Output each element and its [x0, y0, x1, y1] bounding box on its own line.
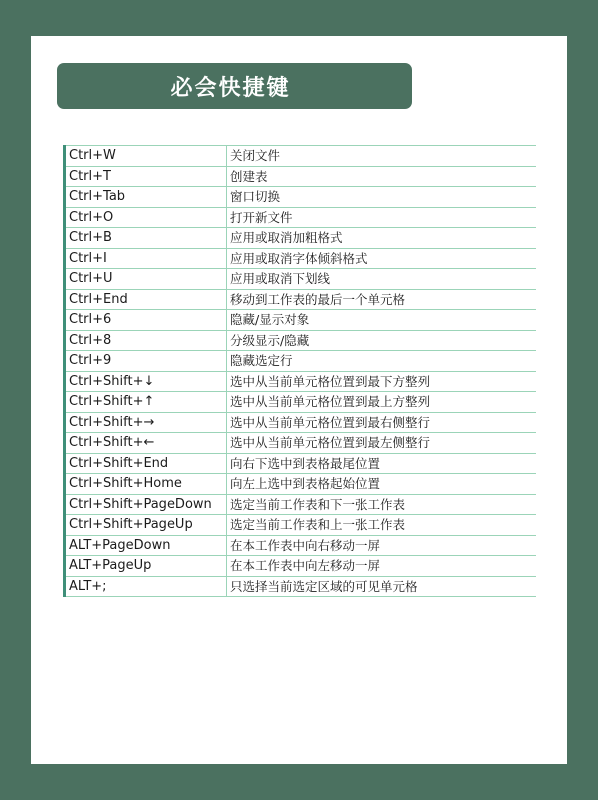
table-row — [65, 269, 537, 290]
shortcut-key-cell: Ctrl+T — [65, 166, 227, 187]
shortcut-description-cell: 选中从当前单元格位置到最上方整列 — [227, 392, 537, 413]
shortcut-description-cell: 在本工作表中向左移动一屏 — [227, 556, 537, 577]
shortcut-table-body — [65, 146, 537, 597]
table-row — [65, 351, 537, 372]
shortcut-key-cell: Ctrl+Shift+↑ — [65, 392, 227, 413]
shortcut-description-cell: 分级显示/隐藏 — [227, 330, 537, 351]
shortcut-description-cell: 选定当前工作表和下一张工作表 — [227, 494, 537, 515]
shortcut-key-cell: ALT+PageDown — [65, 535, 227, 556]
table-row — [65, 146, 537, 167]
shortcut-key-cell: Ctrl+Shift+Home — [65, 474, 227, 495]
shortcut-description-cell: 选中从当前单元格位置到最左侧整行 — [227, 433, 537, 454]
shortcut-description-cell: 隐藏/显示对象 — [227, 310, 537, 331]
shortcut-key-cell: Ctrl+O — [65, 207, 227, 228]
table-row — [65, 453, 537, 474]
shortcut-description-cell: 选中从当前单元格位置到最下方整列 — [227, 371, 537, 392]
shortcut-key-cell: Ctrl+Shift+End — [65, 453, 227, 474]
shortcut-description-cell: 只选择当前选定区域的可见单元格 — [227, 576, 537, 597]
table-row — [65, 392, 537, 413]
table-row — [65, 166, 537, 187]
shortcut-key-cell: Ctrl+9 — [65, 351, 227, 372]
table-row — [65, 248, 537, 269]
table-row — [65, 187, 537, 208]
table-row — [65, 433, 537, 454]
shortcut-description-cell: 应用或取消字体倾斜格式 — [227, 248, 537, 269]
table-row — [65, 474, 537, 495]
table-row — [65, 330, 537, 351]
table-row — [65, 576, 537, 597]
table-row — [65, 556, 537, 577]
title-banner — [57, 63, 412, 109]
table-row — [65, 412, 537, 433]
shortcut-description-cell: 向左上选中到表格起始位置 — [227, 474, 537, 495]
shortcut-key-cell: Ctrl+B — [65, 228, 227, 249]
shortcut-key-cell: Ctrl+Shift+PageDown — [65, 494, 227, 515]
table-row — [65, 289, 537, 310]
page-title: 必会快捷键 — [170, 75, 291, 101]
shortcut-description-cell: 向右下选中到表格最尾位置 — [227, 453, 537, 474]
table-row — [65, 494, 537, 515]
shortcut-key-cell: ALT+PageUp — [65, 556, 227, 577]
shortcut-description-cell: 应用或取消加粗格式 — [227, 228, 537, 249]
table-row — [65, 228, 537, 249]
shortcut-description-cell: 窗口切换 — [227, 187, 537, 208]
shortcut-key-cell: Ctrl+I — [65, 248, 227, 269]
shortcut-key-cell: Ctrl+8 — [65, 330, 227, 351]
shortcut-description-cell: 在本工作表中向右移动一屏 — [227, 535, 537, 556]
shortcut-description-cell: 关闭文件 — [227, 146, 537, 167]
shortcut-description-cell: 应用或取消下划线 — [227, 269, 537, 290]
table-row — [65, 207, 537, 228]
shortcut-description-cell: 创建表 — [227, 166, 537, 187]
shortcut-key-cell: ALT+; — [65, 576, 227, 597]
shortcut-key-cell: Ctrl+W — [65, 146, 227, 167]
shortcut-key-cell: Ctrl+End — [65, 289, 227, 310]
shortcut-key-cell: Ctrl+Shift+→ — [65, 412, 227, 433]
content-card — [31, 36, 567, 764]
shortcut-description-cell: 隐藏选定行 — [227, 351, 537, 372]
shortcut-description-cell: 移动到工作表的最后一个单元格 — [227, 289, 537, 310]
shortcut-key-cell: Ctrl+Shift+← — [65, 433, 227, 454]
shortcut-key-cell: Ctrl+Tab — [65, 187, 227, 208]
shortcut-table — [63, 145, 536, 597]
shortcut-key-cell: Ctrl+U — [65, 269, 227, 290]
shortcut-key-cell: Ctrl+6 — [65, 310, 227, 331]
table-row — [65, 515, 537, 536]
table-row — [65, 535, 537, 556]
shortcut-description-cell: 打开新文件 — [227, 207, 537, 228]
shortcut-description-cell: 选定当前工作表和上一张工作表 — [227, 515, 537, 536]
table-row — [65, 310, 537, 331]
shortcut-key-cell: Ctrl+Shift+↓ — [65, 371, 227, 392]
shortcut-key-cell: Ctrl+Shift+PageUp — [65, 515, 227, 536]
shortcut-description-cell: 选中从当前单元格位置到最右侧整行 — [227, 412, 537, 433]
table-row — [65, 371, 537, 392]
